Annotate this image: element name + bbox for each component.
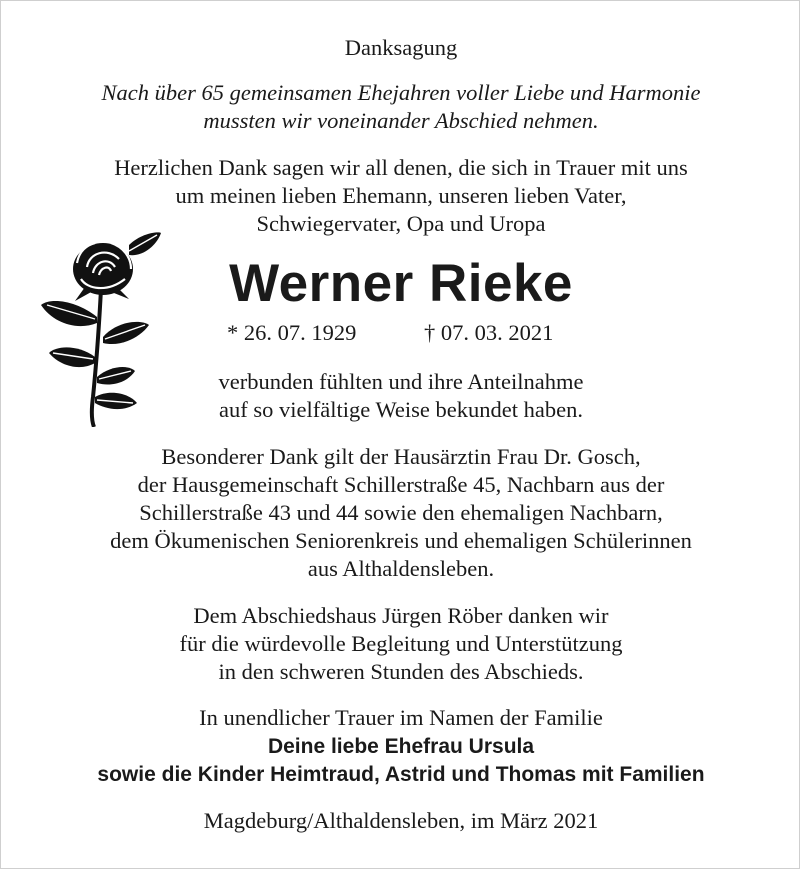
special-line-4: dem Ökumenischen Seniorenkreis und ehemaligen Schülerinnen bbox=[110, 528, 692, 553]
connected-line-2: auf so vielfältige Weise bekundet haben. bbox=[219, 397, 583, 422]
family-line-1: In unendlicher Trauer im Namen der Familie bbox=[199, 705, 603, 730]
intro-line-2: mussten wir voneinander Abschied nehmen. bbox=[203, 108, 599, 133]
funeral-home-line-2: für die würdevolle Begleitung und Unterstützung bbox=[179, 631, 623, 656]
funeral-home-line-1: Dem Abschiedshaus Jürgen Röber danken wir bbox=[193, 603, 609, 628]
family-wife: Deine liebe Ehefrau Ursula bbox=[267, 735, 535, 758]
deceased-name: Werner Rieke bbox=[229, 254, 573, 313]
special-line-3: Schillerstraße 43 und 44 sowie den ehemaligen Nachbarn, bbox=[139, 500, 663, 525]
place-date: Magdeburg/Althaldensleben, im März 2021 bbox=[203, 808, 599, 833]
thanks-line-3: Schwiegervater, Opa und Uropa bbox=[256, 211, 546, 236]
death-date: † 07. 03. 2021 bbox=[424, 320, 554, 345]
notice-title: Danksagung bbox=[344, 35, 458, 60]
thanks-line-1: Herzlichen Dank sagen wir all denen, die sich in Trauer mit uns bbox=[114, 155, 688, 180]
funeral-home-line-3: in den schweren Stunden des Abschieds. bbox=[218, 659, 584, 684]
family-children: sowie die Kinder Heimtraud, Astrid und Thomas mit Familien bbox=[97, 763, 705, 786]
intro-line-1: Nach über 65 gemeinsamen Ehejahren voller Liebe und Harmonie bbox=[101, 80, 701, 105]
special-line-5: aus Althaldensleben. bbox=[307, 556, 495, 581]
special-line-2: der Hausgemeinschaft Schillerstraße 45, Nachbarn aus der bbox=[137, 472, 665, 497]
special-line-1: Besonderer Dank gilt der Hausärztin Frau Dr. Gosch, bbox=[161, 444, 641, 469]
thanks-line-2: um meinen lieben Ehemann, unseren lieben Vater, bbox=[175, 183, 627, 208]
birth-date: * 26. 07. 1929 bbox=[227, 320, 357, 345]
connected-line-1: verbunden fühlten und ihre Anteilnahme bbox=[218, 369, 584, 394]
